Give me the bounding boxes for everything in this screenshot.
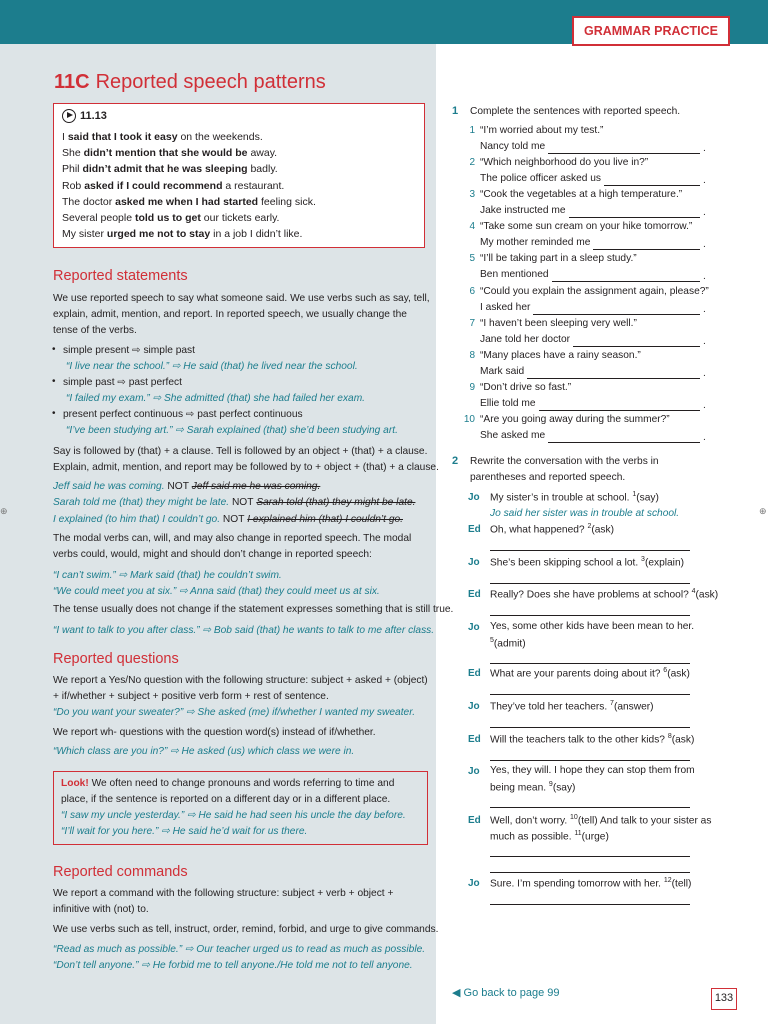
quote: “I haven’t been sleeping very well.” [480,317,637,329]
commands-example-1: “Read as much as possible.” ⇨ Our teacher urged us to read as much as possible. [53,944,426,955]
play-icon[interactable] [62,109,76,123]
item-number: 8 [469,349,475,361]
quote: “Which neighborhood do you live in?” [480,157,649,169]
period: . [703,175,706,187]
look-example-1: “I saw my uncle yesterday.” ⇨ He said he had seen his uncle the day before. [61,810,406,821]
dialogue-line: What are your parents doing about it? $^6$(ask) [490,667,690,680]
period: . [703,335,706,347]
period: . [703,271,706,283]
dialogue-line: Yes, they will. I hope they can stop them from [490,765,695,776]
audio-line: Several people told us to get our tickets early. [62,212,280,224]
dialogue-line: Yes, some other kids have been mean to her. [490,621,695,632]
questions-example-1: “Do you want your sweater?” ⇨ She asked (me) if/whether I wanted my sweater. [53,707,416,718]
unit-title: Reported speech patterns [95,71,326,93]
item-number: 6 [469,285,475,297]
answer-input[interactable] [490,904,690,905]
speaker-label: Ed [468,589,481,600]
answer-prompt: Jane told her doctor [480,333,571,345]
dialogue-line-2: much as possible. $^{11}$(urge) [490,830,609,843]
bullet-1-example: “I live near the school.” ⇨ He said (that) he lived near the school. [66,361,358,372]
example-correct: Sarah told me (that) they might be late. NOT Sarah told (that) they might be late. [53,497,416,508]
commands-rule-1: We report a command with the following structure: subject + verb + object + [53,888,394,899]
item-number: 3 [469,189,475,201]
answer-input[interactable] [490,583,690,584]
dialogue-line: They’ve told her teachers. $^7$(answer) [490,700,654,713]
example-correct: Jeff said he was coming. NOT Jeff said me he was coming. [53,481,321,492]
back-link-label: Go back to page 99 [463,987,560,999]
item-number: 2 [469,157,475,169]
exercise-2-number: 2 [452,455,459,467]
period: . [703,431,706,443]
quote: “I’ll be taking part in a sleep study.” [480,253,637,265]
dialogue-line: My sister’s in trouble at school. $^1$(say) [490,491,659,504]
statements-intro-1: We use reported speech to say what someone said. We use verbs such as say, tell, [53,293,430,304]
item-number: 4 [469,221,475,233]
bullet-3: present perfect continuous ⇨ past perfect continuous [63,409,303,420]
statements-intro-3: tense of the verbs. [53,325,137,336]
dialogue-line: Well, don’t worry. $^{10}$(tell) And talk to your sister as [490,814,712,827]
answer-input[interactable] [490,663,690,664]
speaker-label: Jo [468,766,480,777]
answer-input[interactable] [604,185,700,186]
look-line-2: place, if the sentence is reported on a different day or in a different place. [61,794,391,805]
modal-rule-2: verbs could, would, might and should don’t change in reported speech: [53,549,372,560]
speaker-label: Ed [468,734,481,745]
answer-prompt: My mother reminded me [480,237,591,249]
modal-rule-1: The modal verbs can, will, and may also change in reported speech. The modal [53,533,412,544]
bullet-1: simple present ⇨ simple past [63,345,195,356]
commands-rule-3: We use verbs such as tell, instruct, order, remind, forbid, and urge to give commands. [53,924,439,935]
answer-prompt: Jake instructed me [480,205,566,217]
item-number: 7 [469,317,475,329]
answer-prompt: I asked her [480,301,531,313]
answer-input[interactable] [490,727,690,728]
questions-example-2: “Which class are you in?” ⇨ He asked (us) which class we were in. [53,746,355,757]
bullet-icon: • [52,376,56,387]
answer-input[interactable] [490,760,690,761]
dialogue-line: Oh, what happened? $^2$(ask) [490,523,614,536]
period: . [703,143,706,154]
period: . [703,367,706,379]
quote: “Take some sun cream on your hike tomorrow.” [480,221,693,233]
section-badge: GRAMMAR PRACTICE [572,16,730,46]
commands-rule-2: infinitive with (not) to. [53,904,149,915]
answer-prompt: Ellie told me [480,397,536,409]
item-number: 9 [469,381,475,393]
example-correct: I explained (to him that) I couldn’t go. NOT I explained him (that) I couldn’t go. [53,514,403,525]
dialogue-line: Really? Does she have problems at school? $^4$(ask) [490,588,719,601]
quote: “Could you explain the assignment again, please?” [480,285,709,297]
period: . [703,207,706,219]
answer-input[interactable] [533,314,700,315]
answer-input[interactable] [539,410,701,411]
audio-box [53,103,425,248]
questions-rule-2: + if/whether + subject + positive verb form + rest of sentence. [53,691,329,702]
exercise-1-number: 1 [452,105,459,117]
audio-track[interactable] [62,109,107,123]
answer-prompt: Ben mentioned [480,269,549,281]
quote: “Don’t drive so fast.” [480,381,572,393]
answer-input[interactable] [548,153,700,154]
page-title [54,71,326,94]
dialogue-line: Will the teachers talk to the other kids? $^8$(ask) [490,733,695,746]
speaker-label: Jo [468,557,480,568]
item-number: 1 [469,125,475,136]
quote: “Are you going away during the summer?” [480,413,670,425]
dialogue-line: Sure. I’m spending tomorrow with her. $^{12}$(tell) [490,877,692,890]
period: . [703,399,706,411]
look-label: Look! [61,778,89,789]
period: . [703,239,706,251]
answer-input[interactable] [490,872,690,873]
answer-prompt: The police officer asked us [480,173,601,185]
unit-code: 11C [54,71,90,93]
exercise-1-instruction: Complete the sentences with reported speech. [470,106,681,117]
page-number: 133 [711,988,737,1010]
heading-reported-statements: Reported statements [53,268,188,284]
answer-input[interactable] [490,856,690,857]
exercise-2-instruction-2: parentheses and reported speech. [470,472,626,483]
bullet-2-example: “I failed my exam.” ⇨ She admitted (that) she had failed her exam. [66,393,366,404]
answer-input[interactable] [490,694,690,695]
item-number: 5 [469,253,475,265]
answer-prompt: Mark said [480,365,525,377]
quote: “I’m worried about my test.” [480,125,604,136]
look-box [53,771,428,845]
audio-line: She didn’t mention that she would be away. [62,147,278,160]
audio-line: Rob asked if I could recommend a restaurant. [62,179,285,192]
statements-intro-2: explain, admit, mention, and report. In reported speech, we usually change the [53,309,407,320]
answer-input[interactable] [593,249,700,250]
dialogue-line-2: being mean. $^9$(say) [490,781,576,794]
answer-prompt: She asked me [480,429,546,441]
audio-line: I said that I took it easy on the weekends. [62,131,263,143]
audio-line: The doctor asked me when I had started feeling sick. [62,195,316,208]
heading-reported-questions: Reported questions [53,651,179,667]
modal-example-1: “I can’t swim.” ⇨ Mark said (that) he couldn’t swim. [53,570,282,581]
speaker-label: Ed [468,668,481,679]
speaker-label: Jo [468,622,480,633]
tense-example: “I want to talk to you after class.” ⇨ Bob said (that) he wants to talk to me after class. [53,625,435,636]
tense-rule: The tense usually does not change if the statement expresses something that is still true. [53,604,454,615]
speaker-label: Ed [468,524,481,535]
back-link[interactable]: ◀ Go back to page 99 [452,987,560,999]
look-line-1: Look! We often need to change pronouns and words referring to time and [61,778,395,789]
answer-input[interactable] [490,807,690,808]
track-number: 11.13 [80,110,107,122]
audio-line: Phil didn’t admit that he was sleeping badly. [62,163,278,176]
modal-example-2: “We could meet you at six.” ⇨ Anna said (that) they could meet us at six. [53,586,380,597]
say-rule-2: Explain, admit, mention, and report may be followed by to + object + (that) + a clause. [53,462,439,473]
crop-mark-icon: ⊕ [759,506,767,516]
answer-input[interactable] [490,615,690,616]
audio-line: My sister urged me not to stay in a job I didn’t like. [62,228,303,241]
item-number: 10 [463,413,475,425]
questions-rule-3: We report wh- questions with the question word(s) instead of if/whether. [53,727,376,738]
crop-mark-icon: ⊕ [0,506,8,516]
bullet-2: simple past ⇨ past perfect [63,377,182,388]
bullet-icon: • [52,408,56,419]
period: . [703,303,706,315]
answer-prompt: Nancy told me [480,141,546,152]
answer-input[interactable] [552,281,700,282]
bullet-icon: • [52,344,56,355]
speaker-label: Ed [468,815,481,826]
answer-input[interactable] [569,217,701,218]
speaker-label: Jo [468,492,480,503]
speaker-label: Jo [468,878,480,889]
speaker-label: Jo [468,701,480,712]
answer-input[interactable] [548,442,700,443]
answer-input[interactable] [527,378,700,379]
answer-input[interactable] [573,346,700,347]
exercise-2-instruction-1: Rewrite the conversation with the verbs in [470,456,659,467]
answer-input[interactable] [490,550,690,551]
example-answer: Jo said her sister was in trouble at school. [490,508,680,519]
say-rule-1: Say is followed by (that) + a clause. Tell is followed by an object + (that) + a clause. [53,446,428,457]
quote: “Many places have a rainy season.” [480,349,641,361]
quote: “Cook the vegetables at a high temperature.” [480,189,683,201]
dialogue-line: She’s been skipping school a lot. $^3$(explain) [490,556,685,569]
dialogue-line-2: $^5$(admit) [490,637,526,650]
questions-rule-1: We report a Yes/No question with the following structure: subject + asked + (object) [53,675,428,686]
look-example-2: “I’ll wait for you here.” ⇨ He said he’d wait for us there. [61,826,308,837]
commands-example-2: “Don’t tell anyone.” ⇨ He forbid me to tell anyone./He told me not to tell anyone. [53,960,413,971]
bullet-3-example: “I’ve been studying art.” ⇨ Sarah explained (that) she’d been studying art. [66,425,398,436]
heading-reported-commands: Reported commands [53,864,188,880]
